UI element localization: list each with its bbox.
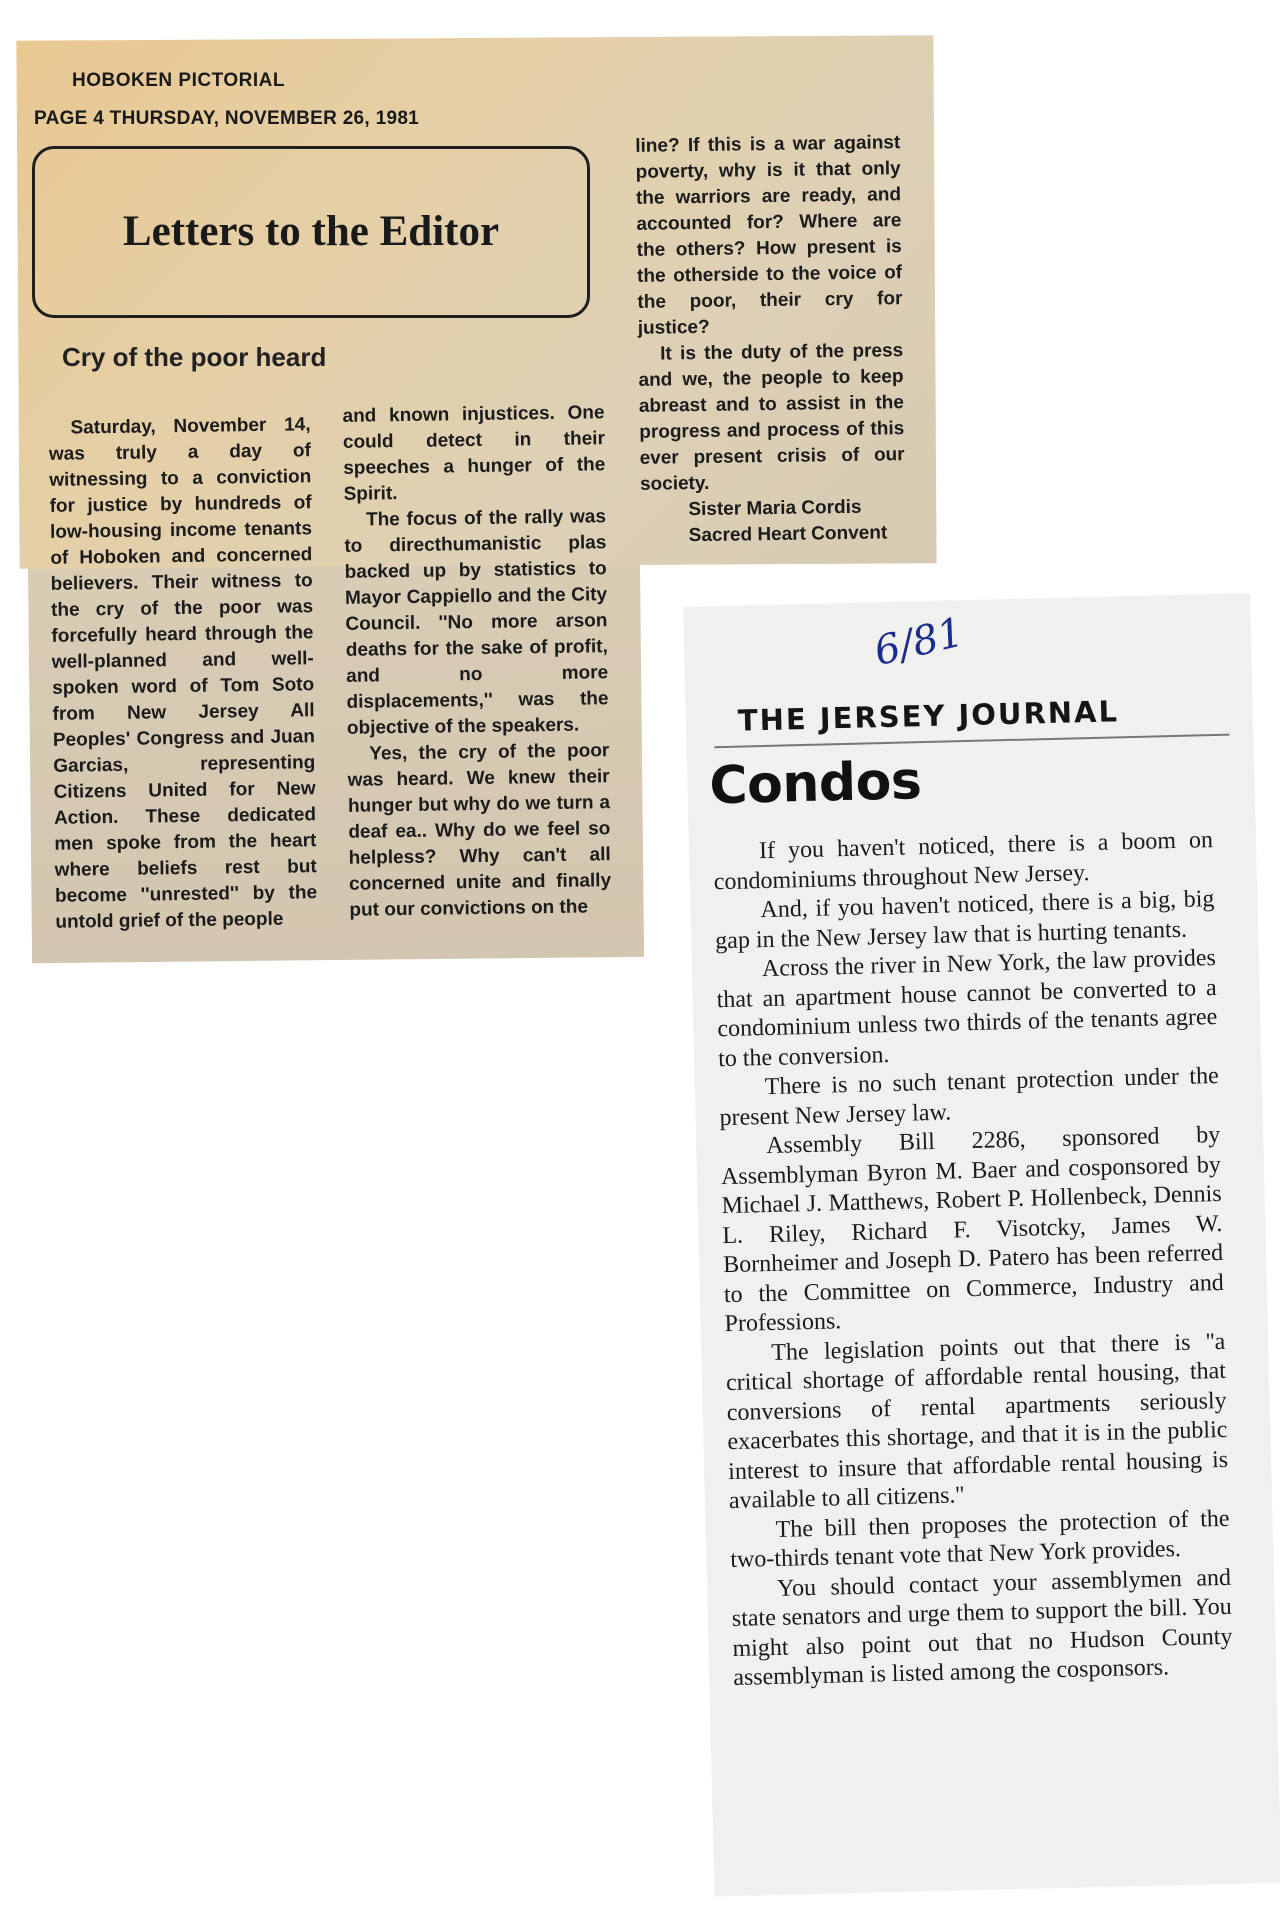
editorial-paragraph: The legislation points out that there is ''a critical shortage of affordable rental housing, that conversions of rental apartments seriously exacerbates this shortage, and that it is in the public interest to insure that affordable rental housing is available to all citizens.'' <box>725 1328 1229 1515</box>
letter-col1-text: Saturday, November 14, was truly a day of witnessing to a conviction for justice by hundreds of low-housing income tenants of Hoboken and concerned believers. Their witness to the cry of the poor was forcefully heard through the well-planned and well-spoken word of Tom Soto from New Jersey All Peoples' Congress and Juan Garcias, representing Citizens United for New Action. These dedicated men spoke from the heart where beliefs rest but become ''unrested'' by the untold grief of the people <box>48 414 318 933</box>
editorial-paragraph: There is no such tenant protection under the present New Jersey law. <box>719 1062 1220 1131</box>
journal-masthead: THE JERSEY JOURNAL <box>737 694 1120 738</box>
letter-col2-p1: and known injustices. One could detect in their speeches a hunger of the Spirit. <box>342 402 606 505</box>
editorial-body <box>713 826 1234 1693</box>
letter-column-1 <box>48 412 317 936</box>
editorial-headline: Condos <box>708 751 922 817</box>
signature-name: Sister Maria Cordis <box>688 496 862 521</box>
letter-col3-p2: It is the duty of the press and we, the people to keep abreast and to assist in the progress and process of this ever present crisis of our society. <box>638 340 905 495</box>
letters-to-editor-box <box>32 146 590 318</box>
signature-place: Sacred Heart Convent <box>688 522 888 547</box>
pictorial-masthead: HOBOKEN PICTORIAL <box>72 70 285 91</box>
letter-headline: Cry of the poor heard <box>62 342 327 372</box>
editorial-paragraph: Assembly Bill 2286, sponsored by Assemblyman Byron M. Baer and cosponsored by Michael J. Matthews, Robert P. Hollenbeck, Dennis L. Riley, Richard F. Visotcky, James W. Bornheimer and Joseph D. Patero has been referred to the Committee on Commerce, Industry and Professions. <box>720 1121 1225 1338</box>
letter-col3-p1: line? If this is a war against poverty, why is it that only the warriors are ready, and accounted for? Where are the others? How present is the otherside to the voice of the poor, their cry for justice? <box>635 132 903 339</box>
handwritten-date: 6/81 <box>869 609 968 675</box>
editorial-paragraph: And, if you haven't noticed, there is a big, big gap in the New Jersey law that is hurting tenants. <box>714 886 1215 954</box>
journal-clipping <box>683 593 1280 1896</box>
letter-column-2 <box>342 400 611 924</box>
letter-col2-p2: The focus of the rally was to directhumanistic plas backed up by statistics to Mayor Cappiello and the City Council. ''No more arson deaths for the sake of profit, and no more displacements,'' was the objective of the speakers. <box>344 506 609 739</box>
letter-column-3 <box>635 130 906 550</box>
pictorial-dateline: PAGE 4 THURSDAY, NOVEMBER 26, 1981 <box>34 108 420 129</box>
section-title: Letters to the Editor <box>122 208 500 255</box>
editorial-paragraph: The bill then proposes the protection of the two-thirds tenant vote that New York provides. <box>730 1505 1230 1574</box>
editorial-paragraph: Across the river in New York, the law provides that an apartment house cannot be converted to a condominium unless two thirds of the tenants agree to the conversion. <box>716 945 1218 1072</box>
editorial-paragraph: You should contact your assemblymen and state senators and urge them to support the bill. You might also point out that no Hudson County assemblyman is listed among the cosponsors. <box>731 1564 1233 1692</box>
editorial-paragraph: If you haven't noticed, there is a boom on condominiums throughout New Jersey. <box>713 827 1214 895</box>
letter-col2-p3: Yes, the cry of the poor was heard. We knew their hunger but why do we turn a deaf ea.. Why do we feel so helpless? Why can't all concerned unite and finally put our convictions on the <box>347 740 612 921</box>
